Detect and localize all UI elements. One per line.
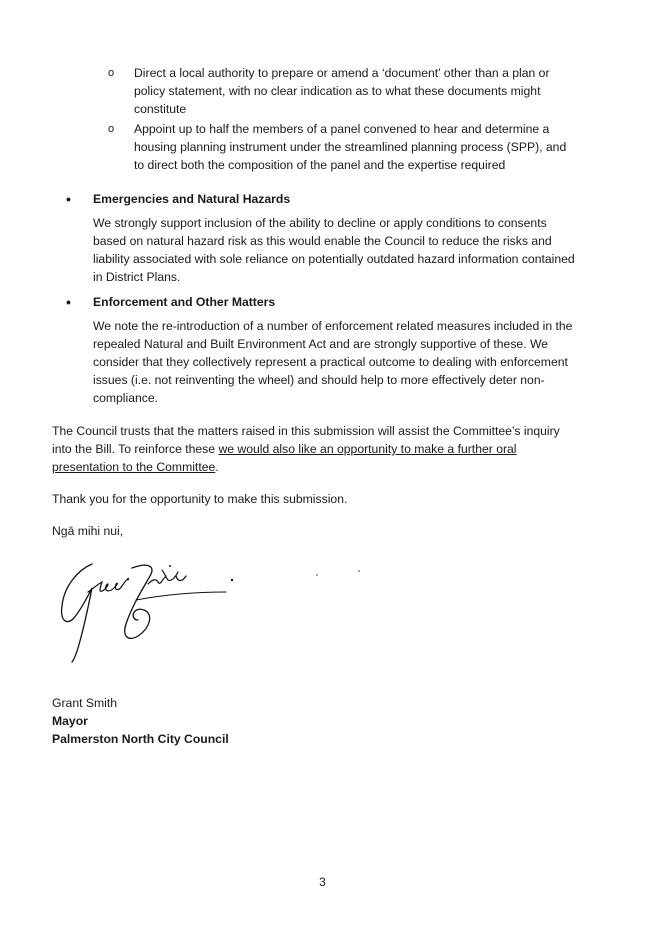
- scan-speck: [316, 574, 318, 576]
- section-heading: [66, 293, 576, 311]
- page-number: 3: [319, 875, 326, 889]
- section-heading-text: Emergencies and Natural Hazards: [93, 192, 291, 206]
- sub-bullet-list: [108, 64, 578, 176]
- hollow-bullet-icon: o: [108, 123, 115, 135]
- scan-speck: [358, 570, 360, 572]
- section-body: We strongly support inclusion of the ability to decline or apply conditions to consents based on natural hazard risk as this would enable the Council to reduce the risks and liability associated with sole reliance on potentially outdated hazard information contained in District Plans.: [93, 216, 575, 284]
- section-emergencies: [66, 190, 576, 286]
- oral-presentation-request: we would also like an opportunity to make a further oral presentation to the Committee: [52, 442, 517, 474]
- sub-list-item: [108, 64, 578, 118]
- thanks-paragraph: Thank you for the opportunity to make this submission.: [52, 492, 348, 506]
- signatory-title: Mayor: [52, 714, 88, 728]
- closing-text: The Council trusts that the matters raised in this submission will assist the Committee’s inquiry into the Bill. To reinforce these: [52, 424, 560, 456]
- bullet-icon: •: [66, 294, 71, 310]
- signatory-name: Grant Smith: [52, 696, 118, 710]
- sub-list-item-text: Appoint up to half the members of a panel convened to hear and determine a housing planning instrument under the streamlined planning process (SPP), and to direct both the composition of the panel and the expertise required: [134, 122, 567, 172]
- signature-block: [52, 694, 229, 748]
- section-body: We note the re-introduction of a number of enforcement related measures included in the repealed Natural and Built Environment Act and are strongly supportive of these. We consider that they collectively represent a practical outcome to dealing with enforcement issues (i.e. not reinventing the wheel) and should help to more effectively deter non-compliance.: [93, 319, 573, 405]
- signoff: Ngā mihi nui,: [52, 524, 124, 538]
- bullet-icon: •: [66, 191, 71, 207]
- closing-paragraph: [52, 422, 582, 476]
- signature-drawing: [58, 558, 248, 668]
- section-heading-text: Enforcement and Other Matters: [93, 295, 276, 309]
- sub-list-item: [108, 120, 578, 174]
- handwritten-signature: [58, 558, 248, 668]
- sub-list-item-text: Direct a local authority to prepare or amend a ‘document’ other than a plan or policy statement, with no clear indication as to what these documents might constitute: [134, 66, 550, 116]
- hollow-bullet-icon: o: [108, 67, 115, 79]
- section-heading: [66, 190, 576, 208]
- signatory-organisation: Palmerston North City Council: [52, 732, 229, 746]
- section-enforcement: [66, 293, 576, 407]
- closing-text-end: .: [215, 460, 219, 474]
